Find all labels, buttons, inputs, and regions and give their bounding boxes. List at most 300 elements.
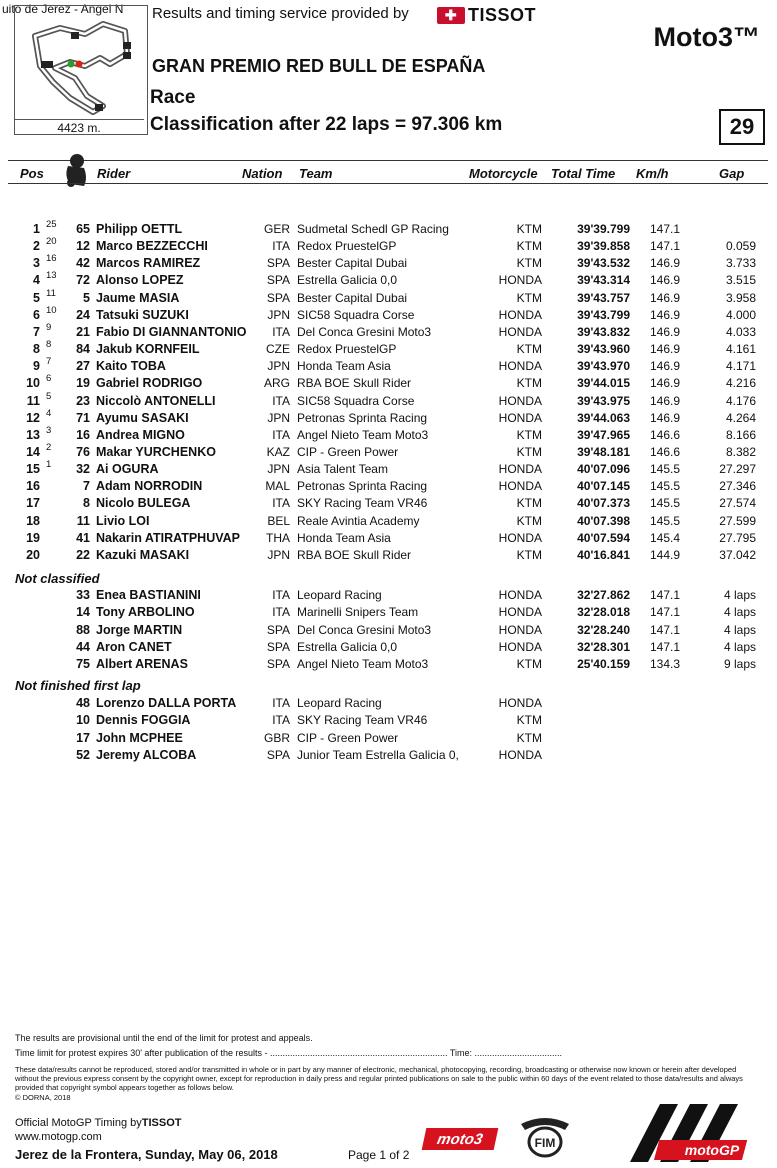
speed-cell: 145.4 — [649, 530, 680, 545]
rider-name-cell: Livio LOI — [96, 513, 150, 528]
speed-cell: 145.5 — [649, 513, 680, 528]
team-cell: Redox PruestelGP — [297, 342, 397, 357]
speed-cell: 147.1 — [649, 239, 680, 254]
nation-cell: GBR — [263, 730, 290, 745]
table-row — [0, 287, 777, 308]
header-rule-bottom — [8, 183, 768, 184]
speed-cell: 144.9 — [649, 547, 680, 562]
speed-cell: 147.1 — [649, 622, 680, 637]
total-time-cell: 40'07.373 — [577, 496, 630, 511]
table-row — [0, 623, 777, 640]
rider-number-cell: 41 — [76, 530, 90, 545]
gap-cell: 4.264 — [725, 410, 756, 425]
team-cell: SKY Racing Team VR46 — [297, 496, 428, 511]
rider-number-cell: 22 — [76, 547, 90, 562]
total-time-cell: 39'44.015 — [577, 376, 630, 391]
gap-cell: 4.171 — [725, 359, 756, 374]
rider-number-cell: 52 — [76, 747, 90, 762]
team-cell: Estrella Galicia 0,0 — [297, 273, 398, 288]
col-kmh: Km/h — [636, 166, 669, 181]
gap-cell: 4.000 — [725, 307, 756, 322]
rider-number-cell: 33 — [76, 588, 90, 602]
rider-name-cell: Albert ARENAS — [96, 657, 188, 672]
total-time-cell: 40'16.841 — [577, 547, 630, 562]
rider-name-cell: Philipp OETTL — [96, 222, 183, 236]
rider-name-cell: Fabio DI GIANNANTONIO — [96, 324, 247, 339]
team-cell: Sudmetal Schedl GP Racing — [297, 222, 449, 236]
rider-name-cell: Nicolo BULEGA — [96, 496, 191, 511]
speed-cell: 145.5 — [649, 479, 680, 494]
nation-cell: BEL — [267, 513, 290, 528]
gap-cell: 8.382 — [725, 444, 756, 459]
rider-number-cell: 24 — [76, 307, 90, 322]
col-nation: Nation — [242, 166, 283, 181]
total-time-cell: 39'39.799 — [577, 222, 630, 236]
team-cell: Asia Talent Team — [297, 462, 388, 477]
total-time-cell: 39'44.063 — [577, 410, 630, 425]
place-date: Jerez de la Frontera, Sunday, May 06, 2018 — [15, 1147, 278, 1162]
motorcycle-cell: HONDA — [498, 588, 542, 602]
nation-cell: ITA — [272, 239, 290, 254]
points-cell: 10 — [46, 304, 57, 316]
speed-cell: 146.9 — [649, 307, 680, 322]
speed-cell: 146.9 — [649, 256, 680, 271]
nation-cell: ITA — [272, 713, 290, 728]
category-title: Moto3™ — [653, 22, 760, 52]
gap-cell: 4 laps — [723, 588, 756, 602]
motorcycle-cell: HONDA — [498, 273, 542, 288]
page-number-box: 29 — [719, 109, 765, 145]
table-row — [0, 548, 777, 565]
nation-cell: JPN — [267, 359, 290, 374]
points-cell: 2 — [46, 441, 52, 453]
motogp-logo-text: motoGP — [684, 1142, 740, 1158]
gap-cell: 4 laps — [723, 622, 756, 637]
gap-cell: 4.033 — [725, 324, 756, 339]
motorcycle-cell: HONDA — [498, 359, 542, 374]
nation-cell: SPA — [266, 639, 290, 654]
rider-number-cell: 8 — [83, 496, 90, 511]
table-row — [0, 496, 777, 513]
gap-cell: 27.574 — [719, 496, 756, 511]
team-cell: Estrella Galicia 0,0 — [297, 639, 398, 654]
provisional-note: The results are provisional until the end of the limit for protest and appeals. — [15, 1033, 313, 1043]
rider-number-cell: 17 — [76, 730, 90, 745]
position-cell: 17 — [26, 496, 40, 511]
motorcycle-cell: KTM — [516, 444, 542, 459]
team-cell: Petronas Sprinta Racing — [297, 410, 428, 425]
total-time-cell: 40'07.096 — [577, 462, 630, 477]
team-cell: Del Conca Gresini Moto3 — [297, 622, 432, 637]
position-cell: 12 — [26, 410, 40, 425]
total-time-cell: 39'43.975 — [577, 393, 630, 408]
rider-name-cell: Alonso LOPEZ — [96, 273, 184, 288]
points-cell: 7 — [46, 356, 52, 368]
table-row — [0, 236, 777, 256]
motorcycle-cell: KTM — [516, 513, 542, 528]
table-row — [0, 407, 777, 428]
table-row — [0, 731, 777, 748]
rider-name-cell: Jeremy ALCOBA — [96, 747, 197, 762]
rider-name-cell: Tony ARBOLINO — [96, 605, 195, 620]
motorcycle-cell: HONDA — [498, 462, 542, 477]
total-time-cell: 40'07.145 — [577, 479, 630, 494]
rider-number-cell: 12 — [76, 239, 90, 254]
circuit-map-icon — [15, 6, 147, 118]
circuit-name: uito de Jerez - Angel N — [2, 2, 124, 16]
not-finished-heading: Not finished first lap — [15, 678, 141, 693]
total-time-cell: 39'43.960 — [577, 342, 630, 357]
nation-cell: ITA — [272, 696, 290, 710]
header-rule-top — [8, 160, 768, 161]
speed-cell: 146.9 — [649, 410, 680, 425]
rider-name-cell: Adam NORRODIN — [96, 479, 203, 494]
nation-cell: ITA — [272, 427, 290, 442]
table-row — [0, 588, 777, 605]
speed-cell: 146.9 — [649, 324, 680, 339]
total-time-cell: 39'47.965 — [577, 427, 630, 442]
motorcycle-cell: KTM — [516, 290, 542, 305]
rider-number-cell: 65 — [76, 222, 90, 236]
motogp-logo — [620, 1100, 760, 1164]
gap-cell: 3.733 — [725, 256, 756, 271]
motorcycle-cell: HONDA — [498, 622, 542, 637]
nation-cell: JPN — [267, 547, 290, 562]
nation-cell: CZE — [266, 342, 290, 357]
points-cell: 20 — [46, 236, 57, 248]
team-cell: CIP - Green Power — [297, 730, 399, 745]
event-title: GRAN PREMIO RED BULL DE ESPAÑA — [152, 56, 486, 76]
rider-number-cell: 75 — [76, 657, 90, 672]
position-cell: 15 — [26, 462, 40, 477]
rider-number-cell: 16 — [76, 427, 90, 442]
points-cell: 6 — [46, 373, 52, 385]
table-row — [0, 219, 777, 239]
team-cell: SIC58 Squadra Corse — [297, 393, 415, 408]
speed-cell: 146.9 — [649, 342, 680, 357]
points-cell: 16 — [46, 253, 57, 265]
classification-title: Classification after 22 laps = 97.306 km — [150, 114, 503, 135]
position-cell: 13 — [26, 427, 40, 442]
table-row — [0, 441, 777, 462]
speed-cell: 147.1 — [649, 605, 680, 620]
rider-number-cell: 44 — [76, 639, 90, 654]
points-cell: 11 — [46, 287, 56, 299]
nation-cell: SPA — [266, 747, 290, 762]
points-cell: 8 — [46, 339, 52, 351]
col-pos: Pos — [20, 166, 44, 181]
nation-cell: ITA — [272, 605, 290, 620]
speed-cell: 146.9 — [649, 290, 680, 305]
fim-logo-text: FIM — [534, 1136, 556, 1150]
points-cell: 5 — [46, 390, 52, 402]
website-link[interactable]: www.motogp.com — [15, 1131, 102, 1143]
team-cell: Bester Capital Dubai — [297, 290, 408, 305]
speed-cell: 146.9 — [649, 359, 680, 374]
rider-name-cell: Ayumu SASAKI — [96, 410, 189, 425]
speed-cell: 146.9 — [649, 393, 680, 408]
total-time-cell: 39'43.532 — [577, 256, 630, 271]
rider-number-cell: 71 — [76, 410, 90, 425]
rider-name-cell: Lorenzo DALLA PORTA — [96, 696, 237, 710]
team-cell: Leopard Racing — [297, 696, 382, 710]
team-cell: Petronas Sprinta Racing — [297, 479, 428, 494]
position-cell: 7 — [33, 324, 40, 339]
rider-number-cell: 27 — [76, 359, 90, 374]
rider-number-cell: 23 — [76, 393, 90, 408]
motorcycle-cell: KTM — [516, 713, 542, 728]
tissot-logo — [437, 5, 536, 26]
motorcycle-cell: HONDA — [498, 747, 542, 762]
nation-cell: KAZ — [266, 444, 290, 459]
rider-name-cell: Enea BASTIANINI — [96, 588, 201, 602]
rider-number-cell: 7 — [83, 479, 90, 494]
points-cell: 3 — [46, 424, 52, 436]
motorcycle-cell: KTM — [516, 239, 542, 254]
dorna-copyright: © DORNA, 2018 — [15, 1093, 71, 1102]
rider-name-cell: Nakarin ATIRATPHUVAP — [96, 530, 241, 545]
position-cell: 14 — [26, 444, 40, 459]
motorcycle-cell: KTM — [516, 547, 542, 562]
table-row — [0, 356, 777, 376]
rider-name-cell: Marco BEZZECCHI — [96, 239, 208, 254]
motorcycle-cell: HONDA — [498, 639, 542, 654]
table-row — [0, 640, 777, 657]
rider-number-cell: 10 — [76, 713, 90, 728]
rider-name-cell: Gabriel RODRIGO — [96, 376, 203, 391]
official-timing-brand: TISSOT — [141, 1117, 182, 1129]
nation-cell: SPA — [266, 622, 290, 637]
points-cell: 4 — [46, 407, 52, 419]
rider-name-cell: Jorge MARTIN — [96, 622, 183, 637]
rider-number-cell: 32 — [76, 462, 90, 477]
team-cell: Leopard Racing — [297, 588, 382, 602]
motorcycle-cell: KTM — [516, 342, 542, 357]
gap-cell: 4.216 — [725, 376, 756, 391]
points-cell: 9 — [46, 321, 52, 333]
rider-number-cell: 88 — [76, 622, 90, 637]
gap-cell: 9 laps — [723, 657, 756, 672]
protest-limit-note: Time limit for protest expires 30' after publication of the results - ....................................................................... Time: ................................... — [15, 1048, 563, 1058]
nation-cell: JPN — [267, 462, 290, 477]
position-cell: 3 — [33, 256, 40, 271]
speed-cell: 134.3 — [649, 657, 680, 672]
gap-cell: 4.161 — [725, 342, 756, 357]
gap-cell: 8.166 — [725, 427, 756, 442]
rider-name-cell: Aron CANET — [96, 639, 172, 654]
team-cell: SKY Racing Team VR46 — [297, 713, 428, 728]
position-cell: 1 — [33, 222, 40, 236]
official-timing — [15, 1117, 182, 1129]
position-cell: 11 — [26, 393, 40, 408]
gap-cell: 27.599 — [719, 513, 756, 528]
total-time-cell: 32'27.862 — [577, 588, 630, 602]
table-row — [0, 270, 777, 290]
team-cell: SIC58 Squadra Corse — [297, 307, 415, 322]
swiss-cross-icon: ✚ — [437, 7, 465, 24]
motorcycle-cell: KTM — [516, 730, 542, 745]
team-cell: Angel Nieto Team Moto3 — [297, 427, 429, 442]
gap-cell: 4 laps — [723, 605, 756, 620]
rider-name-cell: Jaume MASIA — [96, 290, 180, 305]
position-cell: 9 — [33, 359, 40, 374]
position-cell: 16 — [26, 479, 40, 494]
nation-cell: ITA — [272, 393, 290, 408]
gap-cell: 27.795 — [719, 530, 756, 545]
gap-cell: 27.346 — [719, 479, 756, 494]
nation-cell: GER — [263, 222, 290, 236]
points-cell: 25 — [46, 219, 57, 230]
nation-cell: SPA — [266, 273, 290, 288]
team-cell: Angel Nieto Team Moto3 — [297, 657, 429, 672]
total-time-cell: 39'43.970 — [577, 359, 630, 374]
motorcycle-cell: HONDA — [498, 410, 542, 425]
team-cell: Redox PruestelGP — [297, 239, 397, 254]
position-cell: 18 — [26, 513, 40, 528]
rider-number-cell: 48 — [76, 696, 90, 710]
table-row — [0, 321, 777, 342]
rider-name-cell: Jakub KORNFEIL — [96, 342, 200, 357]
table-row — [0, 748, 777, 765]
team-cell: RBA BOE Skull Rider — [297, 376, 412, 391]
speed-cell: 145.5 — [649, 496, 680, 511]
motorcycle-cell: KTM — [516, 427, 542, 442]
rider-name-cell: Marcos RAMIREZ — [96, 256, 201, 271]
table-row — [0, 253, 777, 273]
nation-cell: MAL — [265, 479, 290, 494]
table-row — [0, 390, 777, 411]
rider-number-cell: 84 — [76, 342, 90, 357]
team-cell: CIP - Green Power — [297, 444, 399, 459]
gap-cell: 37.042 — [719, 547, 756, 562]
position-cell: 4 — [33, 273, 40, 288]
fim-logo — [517, 1114, 573, 1160]
col-motorcycle: Motorcycle — [469, 166, 538, 181]
nation-cell: THA — [266, 530, 290, 545]
total-time-cell: 32'28.240 — [577, 622, 630, 637]
col-total-time: Total Time — [551, 166, 616, 181]
table-row — [0, 696, 777, 713]
total-time-cell: 39'43.832 — [577, 324, 630, 339]
position-cell: 2 — [33, 239, 40, 254]
motorcycle-cell: KTM — [516, 222, 542, 236]
total-time-cell: 39'43.757 — [577, 290, 630, 305]
team-cell: Marinelli Snipers Team — [297, 605, 419, 620]
nation-cell: SPA — [266, 290, 290, 305]
speed-cell: 147.1 — [649, 588, 680, 602]
table-row — [0, 339, 777, 359]
nation-cell: SPA — [266, 256, 290, 271]
total-time-cell: 32'28.301 — [577, 639, 630, 654]
rider-name-cell: Ai OGURA — [96, 462, 159, 477]
table-row — [0, 605, 777, 622]
timing-provider-text: Results and timing service provided by — [152, 5, 409, 22]
tissot-wordmark: TISSOT — [468, 5, 537, 25]
total-time-cell: 25'40.159 — [577, 657, 630, 672]
nation-cell: JPN — [267, 410, 290, 425]
table-row — [0, 514, 777, 531]
total-time-cell: 40'07.594 — [577, 530, 630, 545]
rider-name-cell: Kazuki MASAKI — [96, 547, 190, 562]
points-cell: 1 — [46, 459, 52, 471]
team-cell: Reale Avintia Academy — [297, 513, 420, 528]
circuit-map-box — [14, 5, 148, 135]
table-row — [0, 459, 777, 479]
speed-cell: 145.5 — [649, 462, 680, 477]
team-cell: Del Conca Gresini Moto3 — [297, 324, 432, 339]
table-row — [0, 713, 777, 730]
rider-number-cell: 14 — [76, 605, 90, 620]
nation-cell: ITA — [272, 496, 290, 511]
rider-number-cell: 21 — [76, 324, 90, 339]
rider-name-cell: Dennis FOGGIA — [96, 713, 191, 728]
team-cell: Bester Capital Dubai — [297, 256, 408, 271]
table-row — [0, 531, 777, 548]
gap-cell: 4 laps — [723, 639, 756, 654]
copyright-note: These data/results cannot be reproduced, stored and/or transmitted in whole or in part by any manner of electronic, mechanical, photocopying, recording, broadcasting or otherwise now known or herein after developed without the previous express consent by the copyright owner, except for reproduction in daily press and regular printed publications on sale to the public within 60 days of the event related to those data/results and always provided that copyright symbol appears together as follows below. — [15, 1065, 743, 1092]
total-time-cell: 32'28.018 — [577, 605, 630, 620]
motorcycle-cell: HONDA — [498, 307, 542, 322]
nation-cell: SPA — [266, 657, 290, 672]
position-cell: 6 — [33, 307, 40, 322]
rider-number-cell: 42 — [76, 256, 90, 271]
total-time-cell: 39'48.181 — [577, 444, 630, 459]
speed-cell: 147.1 — [649, 222, 680, 236]
moto3-logo: moto3 — [422, 1128, 499, 1150]
rider-name-cell: Kaito TOBA — [96, 359, 166, 374]
rider-number-cell: 11 — [76, 513, 90, 528]
motorcycle-cell: HONDA — [498, 696, 542, 710]
gap-cell: 3.958 — [725, 290, 756, 305]
team-cell: Junior Team Estrella Galicia 0, — [297, 747, 459, 762]
table-row — [0, 373, 777, 393]
total-time-cell: 39'43.799 — [577, 307, 630, 322]
team-cell: Honda Team Asia — [297, 530, 391, 545]
rider-name-cell: Andrea MIGNO — [96, 427, 185, 442]
rider-number-cell: 19 — [76, 376, 90, 391]
rider-number-cell: 5 — [83, 290, 90, 305]
speed-cell: 146.9 — [649, 376, 680, 391]
rider-name-cell: Makar YURCHENKO — [96, 444, 216, 459]
team-cell: Honda Team Asia — [297, 359, 391, 374]
nation-cell: ITA — [272, 588, 290, 602]
col-team: Team — [299, 166, 333, 181]
position-cell: 10 — [26, 376, 40, 391]
speed-cell: 146.6 — [649, 427, 680, 442]
page-indicator: Page 1 of 2 — [348, 1148, 410, 1162]
col-rider: Rider — [97, 166, 131, 181]
motorcycle-cell: KTM — [516, 657, 542, 672]
points-cell: 13 — [46, 270, 57, 282]
motorcycle-cell: HONDA — [498, 324, 542, 339]
team-cell: RBA BOE Skull Rider — [297, 547, 412, 562]
gap-cell: 4.176 — [725, 393, 756, 408]
rider-name-cell: Tatsuki SUZUKI — [96, 307, 189, 322]
table-row — [0, 657, 777, 674]
motorcycle-cell: KTM — [516, 376, 542, 391]
table-row — [0, 304, 777, 325]
session-title: Race — [150, 87, 196, 108]
speed-cell: 146.6 — [649, 444, 680, 459]
official-timing-prefix: Official MotoGP Timing by — [15, 1117, 142, 1129]
motorcycle-cell: KTM — [516, 256, 542, 271]
rider-number-cell: 76 — [76, 444, 90, 459]
speed-cell: 146.9 — [649, 273, 680, 288]
position-cell: 19 — [26, 530, 40, 545]
gap-cell: 27.297 — [719, 462, 756, 477]
position-cell: 20 — [26, 547, 40, 562]
gap-cell: 0.059 — [725, 239, 756, 254]
